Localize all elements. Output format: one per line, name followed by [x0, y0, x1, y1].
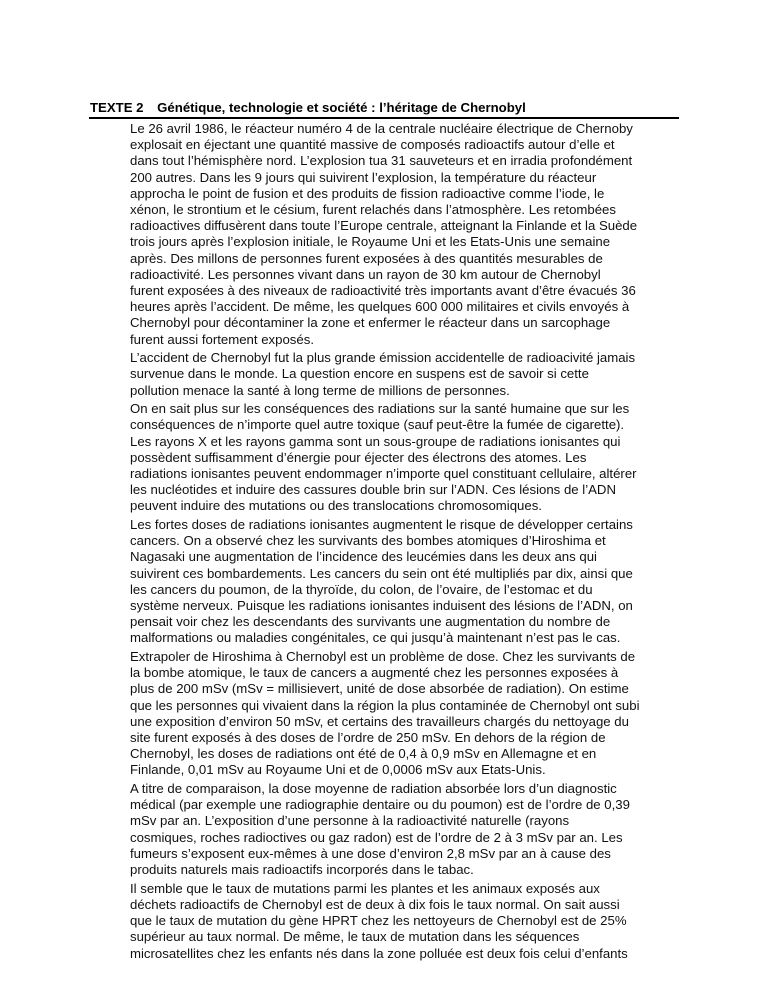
heading-title: Génétique, technologie et société : l’héritage de Chernobyl: [157, 100, 526, 115]
body-text: [130, 121, 682, 964]
paragraph: A titre de comparaison, la dose moyenne de radiation absorbée lors d’un diagnostic médical (par exemple une radiographie dentaire ou du poumon) est de l’ordre de 0,39 mSv par an. L’exposition d’une personne à la radioactivité naturelle (rayons cosmiques, roches radioctives ou gaz radon) est de l’ordre de 2 à 3 mSv par an. Les fumeurs s’exposent eux-mêmes à une dose d’environ 2,8 mSv par an à cause des produits naturels mais radioactifs incorporés dans le tabac.: [130, 781, 630, 878]
heading-label: TEXTE 2: [90, 100, 144, 115]
paragraph: Le 26 avril 1986, le réacteur numéro 4 de la centrale nucléaire électrique de Chernoby explosait en éjectant une quantité massive de composés radioactifs autour d’elle et dans tout l’hémisphère nord. L’explosion tua 31 sauveteurs et en irradia profondément 200 autres. Dans les 9 jours qui suivirent l’explosion, la température du réacteur approcha le point de fusion et des produits de fission radioactive comme l’iode, le xénon, le strontium et le césium, furent relachés dans l’atmosphère. Les retombées radioactives diffusèrent dans toute l’Europe centrale, atteignant la Finlande et la Suède trois jours après l’explosion initiale, le Royaume Uni et les Etats-Unis une semaine après. Des millons de personnes furent exposées à des quantités mesurables de radioactivité. Les personnes vivant dans un rayon de 30 km autour de Chernobyl furent exposées à des niveaux de radioactivité très importants avant d’être évacués 36 heures après l’accident. De même, les quelques 600 000 militaires et civils envoyés à Chernobyl pour décontaminer la zone et enfermer le réacteur dans un sarcophage furent aussi fortement exposés.: [130, 121, 638, 347]
paragraph: On en sait plus sur les conséquences des radiations sur la santé humaine que sur les conséquences de n’importe quel autre toxique (sauf peut-être la fumée de cigarette). Les rayons X et les rayons gamma sont un sous-groupe de radiations ionisantes qui possèdent suffisamment d’énergie pour éjecter des électrons des atomes. Les radiations ionisantes peuvent endommager n’importe quel constituant cellulaire, altérer les nucléotides et induire des cassures double brin sur l’ADN. Ces lésions de l’ADN peuvent induire des mutations ou des translocations chromosomiques.: [130, 401, 637, 514]
paragraph: Il semble que le taux de mutations parmi les plantes et les animaux exposés aux déchets radioactifs de Chernobyl est de deux à dix fois le taux normal. On sait aussi que le taux de mutation du gène HPRT chez les nettoyeurs de Chernobyl est de 25% supérieur au taux normal. De même, le taux de mutation dans les séquences microsatellites chez les enfants nés dans la zone polluée est deux fois celui d’enfants: [130, 880, 628, 961]
heading-underline: [89, 117, 679, 119]
paragraph: Les fortes doses de radiations ionisantes augmentent le risque de développer certains cancers. On a observé chez les survivants des bombes atomiques d’Hiroshima et Nagasaki une augmentation de l’incidence des leucémies dans les deux ans qui suivirent ces bombardements. Les cancers du sein ont été multipliés par dix, ainsi que les cancers du poumon, de la thyroïde, du colon, de l’ovaire, de l’estomac et du système nerveux. Puisque les radiations ionisantes induisent des lésions de l’ADN, on pensait voir chez les descendants des survivants une augmentation du nombre de malformations ou maladies congénitales, ce qui jusqu’à maintenant n’est pas le cas.: [130, 517, 633, 646]
paragraph: L’accident de Chernobyl fut la plus grande émission accidentelle de radioacivité jamais survenue dans le monde. La question encore en suspens est de savoir si cette pollution menace la santé à long terme de millions de personnes.: [130, 350, 636, 398]
section-heading: [90, 100, 680, 116]
paragraph: Extrapoler de Hiroshima à Chernobyl est un problème de dose. Chez les survivants de la bombe atomique, le taux de cancers a augmenté chez les personnes exposées à plus de 200 mSv (mSv = millisievert, unité de dose absorbée de radiation). On estime que les personnes qui vivaient dans la région la plus contaminée de Chernobyl ont subi une exposition d’environ 50 mSv, et certains des travailleurs chargés du nettoyage du site furent exposés à des doses de l’ordre de 250 mSv. En dehors de la région de Chernobyl, les doses de radiations ont été de 0,4 à 0,9 mSv en Allemagne et en Finlande, 0,01 mSv au Royaume Uni et de 0,0006 mSv aux Etats-Unis.: [130, 649, 640, 778]
